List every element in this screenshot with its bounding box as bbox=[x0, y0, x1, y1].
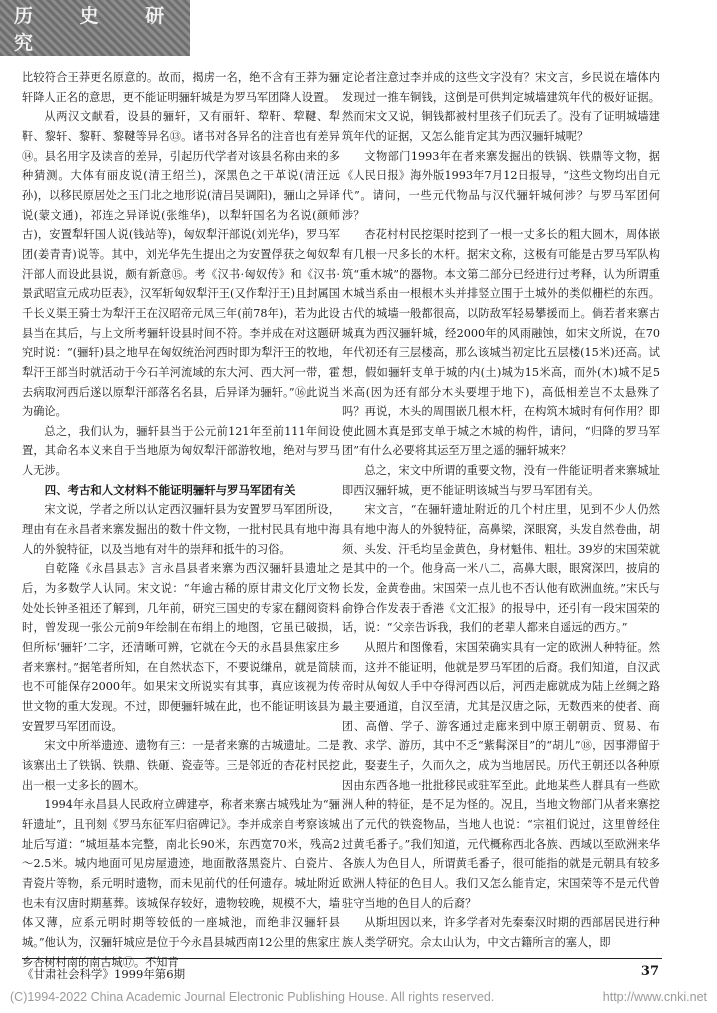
paragraph: 定论者注意过李并成的这些文字没有？宋文言，乡民说在墙体内发现过一推车铜钱，这倒是可供判定城墙建筑年代的极好证据。然而宋文又说，铜钱都被村里孩子们玩丢了。没有了证明城墙建筑年代的证据，又怎么能肯定其为西汉骊轩城呢？ bbox=[342, 71, 660, 143]
copyright-line bbox=[10, 990, 707, 1004]
section-heading: 四、考古和人文材料不能证明骊轩与罗马军团有关 bbox=[44, 482, 296, 497]
paragraph: 总之，我们认为，骊轩县当于公元前121年至前111年间设置，其命名本义来自于当地原为匈奴犁汗部游牧地，绝对与罗马人无涉。 bbox=[22, 424, 340, 478]
copyright-text: (C)1994-2022 China Academic Journal Electronic Publishing House. All rights reserved. bbox=[10, 990, 495, 1004]
paragraph: 杏花村村民挖渠时挖到了一根一丈多长的粗大圆木，周体嵌有几根一尺多长的木杆。据宋文称，这极有可能是古罗马军队构筑“重木城”的器物。本文第二部分已经进行过考释，认为所谓重木城当系由一根根木头并排竖立围于土城外的类似栅栏的东西。古代的城墙一般都很高，以防敌军轻易攀援而上。倘若者来寨古城真为西汉骊轩城，经2000年的风雨融蚀，如宋文所说，在70年代初还有三层楼高，那么该城当初定比五层楼(15米)还高。试想，假如骊轩支单于城的内(土)城为15米高，而外(木)城不足5米高(因为还有部分木头要埋于地下)，高低相差岂不太悬殊了吗？再说，木头的周围嵌几根木杆，在构筑木城时有何作用？即使此圆木真是郅支单于城之木城的构件，请问，“归降的罗马军团”有什么必要将其运至万里之遥的骊轩城来？ bbox=[342, 228, 660, 458]
paragraph: 1994年永昌县人民政府立碑建亭，称者来寨古城残址为“骊轩遗址”，且刊刻《罗马东征军归宿碑记》。李并成亲自考察该城址后写道：“城垣基本完整，南北长90米，东西宽70米，残高2～2.5米。城内地面可见房屋遗迹，地面散落黑瓷片、白瓷片、青瓷片等物，系元明时遗物，而未见前代的任何遗存。城址附近也未有汉唐时期墓葬。该城保存较好，遗物较晚，规模不大，墙体又薄，应系元明时期等较低的一座城池，而绝非汉骊轩县城。”他认为，汉骊轩城应是位于今永昌县城西南12公里的焦家庄乡杏树村南的南古城⑰。不知肯 bbox=[22, 798, 340, 969]
paragraph: 宋文中所举遗迹、遗物有三：一是者来寨的古城遗址。二是该寨出土了铁锅、铁鼎、铁砸、瓷壶等。三是邻近的杏花村民挖出一根一丈多长的圆木。 bbox=[22, 739, 340, 792]
paragraph: 比较符合王莽更名原意的。故而，揭虏一名，绝不含有王莽为骊轩降人正名的意思，更不能证明骊轩城是为罗马军团降人设置。 bbox=[22, 71, 340, 104]
page-number: 37 bbox=[640, 964, 659, 979]
paragraph: 文物部门1993年在者来寨发掘出的铁锅、铁鼎等文物，据《人民日报》海外版1993年7月12日报导，“这些文物均出自元代”。请问，一些元代物品与汉代骊轩城何涉？与罗马军团何涉？ bbox=[342, 149, 660, 222]
paragraph: 总之，宋文中所谓的重要文物，没有一件能证明者来寨城址即西汉骊轩城，更不能证明该城当与罗马军团有关。 bbox=[342, 464, 660, 497]
paragraph: 从斯坦因以来，许多学者对先秦秦汉时期的西部居民进行种族人类学研究。佘太山认为，中文古籍所言的塞人，即 bbox=[342, 916, 660, 949]
paragraph: 从照片和图像看，宋国荣确实具有一定的欧洲人种特征。然而，这并不能证明，他就是罗马军团的后裔。我们知道，自汉武帝时从匈奴人手中夺得河西以后，河西走廊就成为陆上丝绸之路最主要通道，自汉至清，尤其是汉唐之际，无数西来的使者、商团、高僧、学子、游客通过走廊来到中原王朝朝贡、贸易、布教、求学、游历，其中不乏“紫髯深目”的“胡儿”⑱，因事滞留于此，娶妻生子，久而久之，成为当地居民。历代王朝还以各种原因由东西各地一批批移民或驻军至此。此地某些人群具有一些欧洲人种的特征，是不足为怪的。况且，当地文物部门从者来寨挖出了元代的铁瓷物品，当地人也说：“宗祖们说过，这里曾经住过黄毛番子。”我们知道，元代概称西北各族、西域以至欧洲来华各族人为色目人，所谓黄毛番子，很可能指的就是元朝具有较多欧洲人特征的色目人。我们又怎么能肯定，宋国荣等不是元代曾驻守当地的色目人的后裔？ bbox=[342, 641, 660, 910]
paragraph: 自乾隆《永昌县志》言永昌县者来寨为西汉骊轩县遗址之后，为多数学人认同。宋文说：“年逾古稀的原甘肃文化厅文物处处长钟圣祖还了解到，几年前，研究三国史的专家在翻阅资料时，曾发现一张公元前9年绘制在布绢上的地图，它虽已破损，但所标‘骊轩’二字，还清晰可辨，它就在今天的永昌县焦家庄乡者来寨村。”据笔者所知，在自然状态下，不要说缣帛，就是简牍也不可能保存2000年。如果宋文所说实有其事，真应该视为传世文物的重大发现。不过，即便骊轩城在此，也不能证明该县为安置罗马军团而设。 bbox=[22, 562, 340, 733]
footer-divider bbox=[22, 958, 662, 959]
right-column bbox=[342, 68, 660, 950]
paragraph: 宋文言，“在骊轩遗址附近的几个村庄里，见到不少人仍然具有地中海人的外貌特征，高鼻梁，深眼窝，头发自然卷曲，胡须、头发、汗毛均呈金黄色，身材魁伟、粗壮。39岁的宋国荣就是其中的一个。他身高一米八二，高鼻大眼，眼窝深凹，披肩的长发，金黄卷曲。宋国荣一点儿也不否认他有欧洲血统。”宋氏与俞铮合作发表于香港《文汇报》的报导中，还引有一段宋国荣的话，说：“父亲告诉我，我们的老辈人都来自遥远的西方。” bbox=[342, 503, 660, 635]
paragraph: 宋文说，学者之所以认定西汉骊轩县为安置罗马军团所设，理由有在永昌者来寨发掘出的数十件文物，一批村民具有地中海人的外貌特征，以及当地有对牛的崇拜和抵牛的习俗。 bbox=[22, 503, 340, 556]
left-column bbox=[22, 68, 340, 969]
paragraph: 从两汉文献看，设县的骊轩，又有丽轩、犂靬、犂鞬、犁靬、黎轩、黎靬、黎鞬等异名⑬。诸书对各异名的注音也有差异⑭。县名用字及读音的差异，引起历代学者对该县名称由来的多种猜测。大体有丽皮说(清王绍兰)，深黑色之干革说(清汪远孙)，以移民原居处之玉门北之地形说(清吕吴调阳)，骊山之异译说(蒙文通)，祁连之异译说(张维华)，以犁轩国名为名说(颜师古)，安置犁轩国人说(钱站等)，匈奴犁汗部说(刘光华)，罗马军团(姜青青)说等。其中，刘光华先生提出之为安置俘获之匈奴犁汗部人而设此县说，颇有新意⑮。考《汉书·匈奴传》和《汉书·景武昭宣元成功臣表》，汉军斩匈奴犁汗王(又作犁汙王)且封属国千长义渠王骑士为犁汗王在汉昭帝元凤三年(前78年)，若为此设县当在其后，与上文所考骊轩设县时间不符。李并成在对这题研究时说：“(骊轩)县之地早在匈奴统治河西时即为犁汗王的牧地，犁汗王部当时就活动于今石羊河流域的东大河、西大河一带，霍去病取河西后遂以原犁汗部落名名县，后异译为骊轩。”⑯此说当为确论。 bbox=[22, 110, 340, 419]
section-banner: 历 史 研 究 bbox=[0, 0, 190, 56]
copyright-url[interactable]: http://www.cnki.net bbox=[602, 990, 707, 1004]
journal-citation: 《甘肃社会科学》1999年第6期 bbox=[22, 967, 186, 981]
